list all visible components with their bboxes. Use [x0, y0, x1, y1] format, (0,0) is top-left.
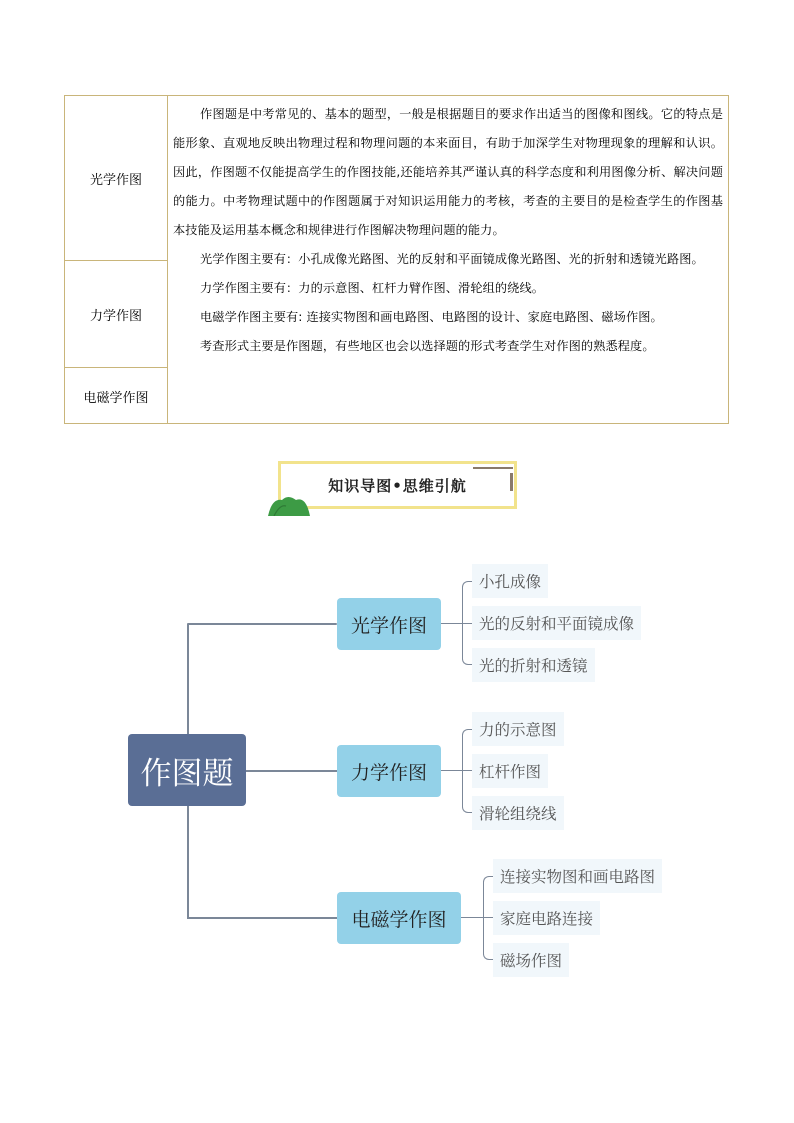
hills-icon	[268, 494, 318, 516]
leaf-household-circuit: 家庭电路连接	[493, 901, 600, 935]
optics-leaf-connector	[441, 623, 463, 624]
info-table	[64, 95, 729, 424]
electromagnetism-paragraph: 电磁学作图主要有: 连接实物图和画电路图、电路图的设计、家庭电路图、磁场作图。	[200, 310, 663, 324]
mechanics-paragraph: 力学作图主要有：力的示意图、杠杆力臂作图、滑轮组的绕线。	[200, 281, 545, 295]
leaf-force-diagram: 力的示意图	[472, 712, 564, 746]
leaf-pinhole-imaging: 小孔成像	[472, 564, 548, 598]
exam-form-paragraph: 考查形式主要是作图题，有些地区也会以选择题的形式考查学生对作图的熟悉程度。	[200, 339, 655, 353]
category-electromagnetism: 电磁学作图	[83, 391, 149, 406]
optics-paragraph: 光学作图主要有：小孔成像光路图、光的反射和平面镜成像光路图、光的折射和透镜光路图。	[200, 252, 704, 266]
leaf-refraction-lens: 光的折射和透镜	[472, 648, 595, 682]
banner-decoration-line	[473, 467, 513, 469]
branch-electromagnetism: 电磁学作图	[337, 892, 461, 944]
electromagnetism-leaf-connector	[461, 917, 484, 918]
optics-mid-tick	[462, 623, 472, 624]
connector-optics	[187, 623, 337, 625]
intro-paragraph: 作图题是中考常见的、基本的题型，一般是根据题目的要求作出适当的图像和图线。它的特点是能形象、直观地反映出物理过程和物理问题的本来面目，有助于加深学生对物理现象的理解和认识。因此，作图题不仅能提高学生的作图技能,还能培养其严谨认真的科学态度和利用图像分析、解决问题的能力。中考物理试题中的作图题属于对知识运用能力的考核，考查的主要目的是检查学生的作图基本技能及运用基本概念和规律进行作图解决物理问题的能力。	[173, 107, 723, 237]
connector-electromagnetism	[187, 917, 337, 919]
leaf-lever-diagram: 杠杆作图	[472, 754, 548, 788]
category-mechanics: 力学作图	[65, 261, 167, 368]
leaf-reflection-mirror: 光的反射和平面镜成像	[472, 606, 641, 640]
branch-mechanics: 力学作图	[337, 745, 441, 797]
mechanics-leaf-connector	[441, 770, 463, 771]
description-column	[173, 100, 723, 361]
root-node: 作图题	[128, 734, 246, 806]
connector-mechanics	[246, 770, 337, 772]
banner-title: 知识导图•思维引航	[328, 476, 467, 495]
category-optics: 光学作图	[65, 96, 167, 261]
leaf-circuit-drawing: 连接实物图和画电路图	[493, 859, 662, 893]
branch-optics: 光学作图	[337, 598, 441, 650]
banner-decoration-bar	[510, 473, 513, 491]
mechanics-mid-tick	[462, 770, 472, 771]
category-column	[65, 96, 168, 423]
leaf-pulley-winding: 滑轮组绕线	[472, 796, 564, 830]
electromagnetism-mid-tick	[483, 917, 493, 918]
leaf-magnetic-field: 磁场作图	[493, 943, 569, 977]
